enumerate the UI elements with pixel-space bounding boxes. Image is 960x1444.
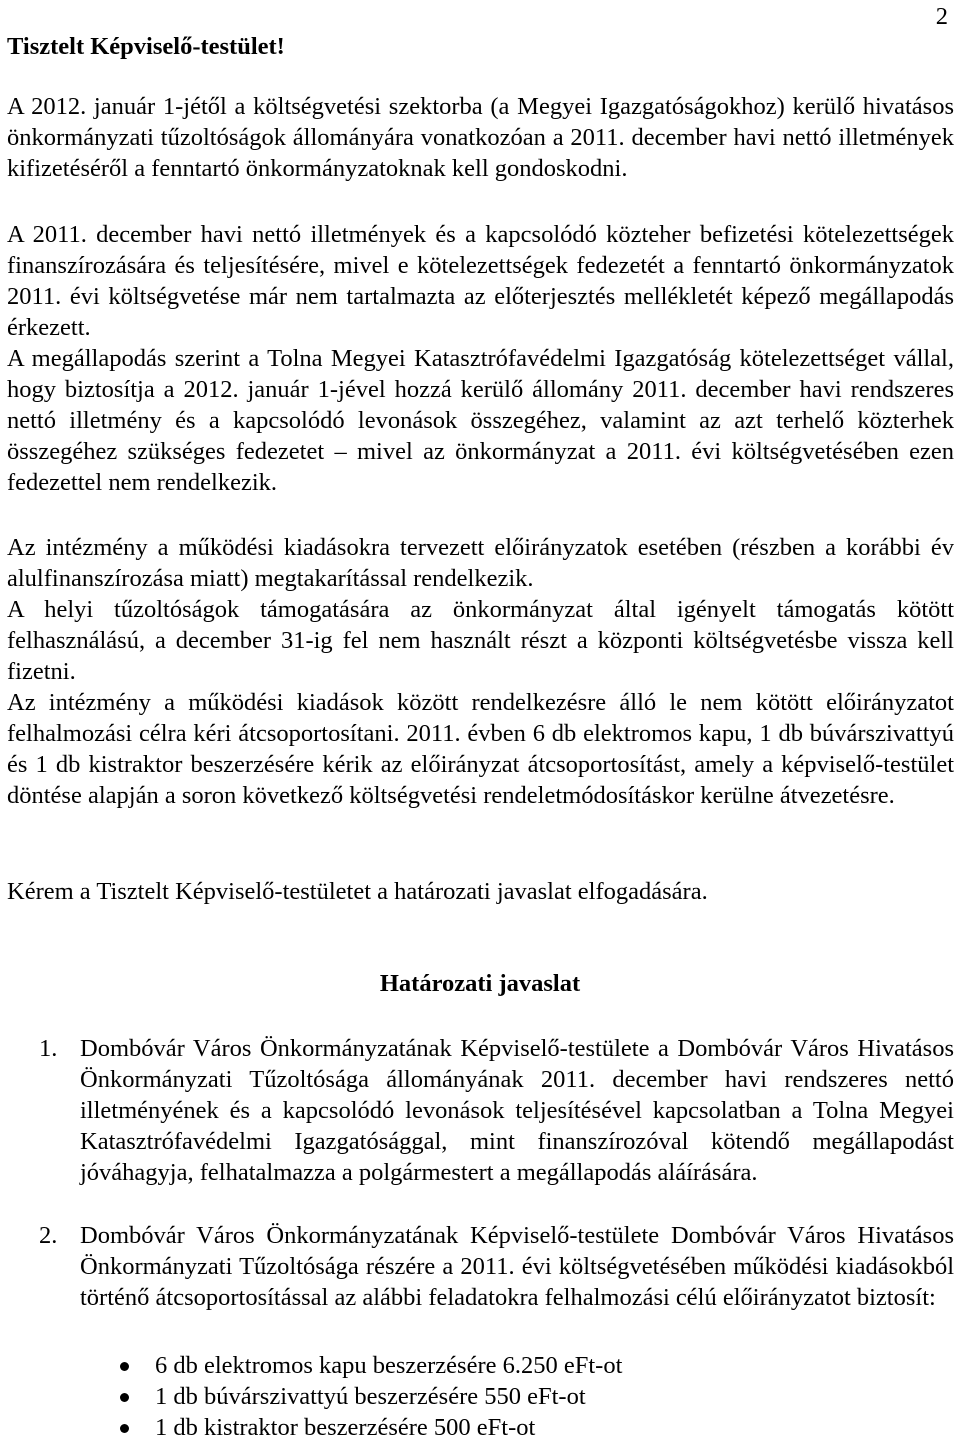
bullet-icon xyxy=(120,1362,129,1371)
paragraph-4: Az intézmény a működési kiadásokra tervezett előirányzatok esetében (részben a korábbi év alulfinanszírozása miatt) megtakarítással rendelkezik. xyxy=(7,534,954,592)
resolution-text: Dombóvár Város Önkormányzatának Képviselő-testülete a Dombóvár Város Hivatásos Önkormányzati Tűzoltósága állományának 2011. december havi rendszeres nettó illetményének és a kapcsolódó levonások teljesítésével kapcsolatban a Tolna Megyei Katasztrófavédelmi Igazgatósággal, mint finanszírozóval kötendő megállapodást jóváhagyja, felhatalmazza a polgármestert a megállapodás aláírására. xyxy=(80,1035,954,1186)
resolution-heading: Határozati javaslat xyxy=(379,970,581,997)
greeting: Tisztelt Képviselő-testület! xyxy=(7,33,285,60)
resolution-number: 2. xyxy=(39,1222,58,1249)
bullet-icon xyxy=(120,1393,129,1402)
paragraph-7: Kérem a Tisztelt Képviselő-testületet a határozati javaslat elfogadására. xyxy=(7,878,708,905)
bullet-text: 6 db elektromos kapu beszerzésére 6.250 eFt-ot xyxy=(155,1352,623,1379)
page-number: 2 xyxy=(935,3,948,30)
resolution-text: Dombóvár Város Önkormányzatának Képviselő-testülete Dombóvár Város Hivatásos Önkormányzati Tűzoltósága részére a 2011. évi költségvetésében működési kiadásokból történő átcsoportosítással az alábbi feladatokra felhalmozási célú előirányzatot biztosít: xyxy=(80,1222,954,1311)
paragraph-3: A megállapodás szerint a Tolna Megyei Katasztrófavédelmi Igazgatóság kötelezettséget vállal, hogy biztosítja a 2012. január 1-jével hozzá kerülő állomány 2011. december havi rendszeres nettó illetmény és a kapcsolódó levonások összegéhez, valamint az azt terhelő közterhek összegéhez szükséges fedezetet – mivel az önkormányzat a 2011. évi költségvetésében ezen fedezettel nem rendelkezik. xyxy=(7,345,954,496)
bullet-text: 1 db búvárszivattyú beszerzésére 550 eFt-ot xyxy=(155,1383,586,1410)
resolution-number: 1. xyxy=(39,1035,58,1062)
bullet-icon xyxy=(120,1424,129,1433)
paragraph-1: A 2012. január 1-jétől a költségvetési szektorba (a Megyei Igazgatóságokhoz) kerülő hivatásos önkormányzati tűzoltóságok állományára vonatkozóan a 2011. december havi nettó illetmények kifizetéséről a fenntartó önkormányzatoknak kell gondoskodni. xyxy=(7,93,954,182)
paragraph-6: Az intézmény a működési kiadások között rendelkezésre álló le nem kötött előirányzatot felhalmozási célra kéri átcsoportosítani. 2011. évben 6 db elektromos kapu, 1 db búvárszivattyú és 1 db kistraktor beszerzésére kérik az előirányzat átcsoportosítást, amely a képviselő-testület döntése alapján a soron következő költségvetési rendeletmódosításkor kerülne átvezetésre. xyxy=(7,689,954,809)
paragraph-2: A 2011. december havi nettó illetmények és a kapcsolódó közteher befizetési kötelezettségek finanszírozására és teljesítésére, mivel e kötelezettségek fedezetét a fenntartó önkormányzatok 2011. évi költségvetése már nem tartalmazta az előterjesztés mellékletét képező megállapodás érkezett. xyxy=(7,221,954,341)
paragraph-5: A helyi tűzoltóságok támogatására az önkormányzat által igényelt támogatás kötött felhasználású, a december 31-ig fel nem használt részt a központi költségvetésbe vissza kell fizetni. xyxy=(7,596,954,685)
bullet-text: 1 db kistraktor beszerzésére 500 eFt-ot xyxy=(155,1414,536,1441)
